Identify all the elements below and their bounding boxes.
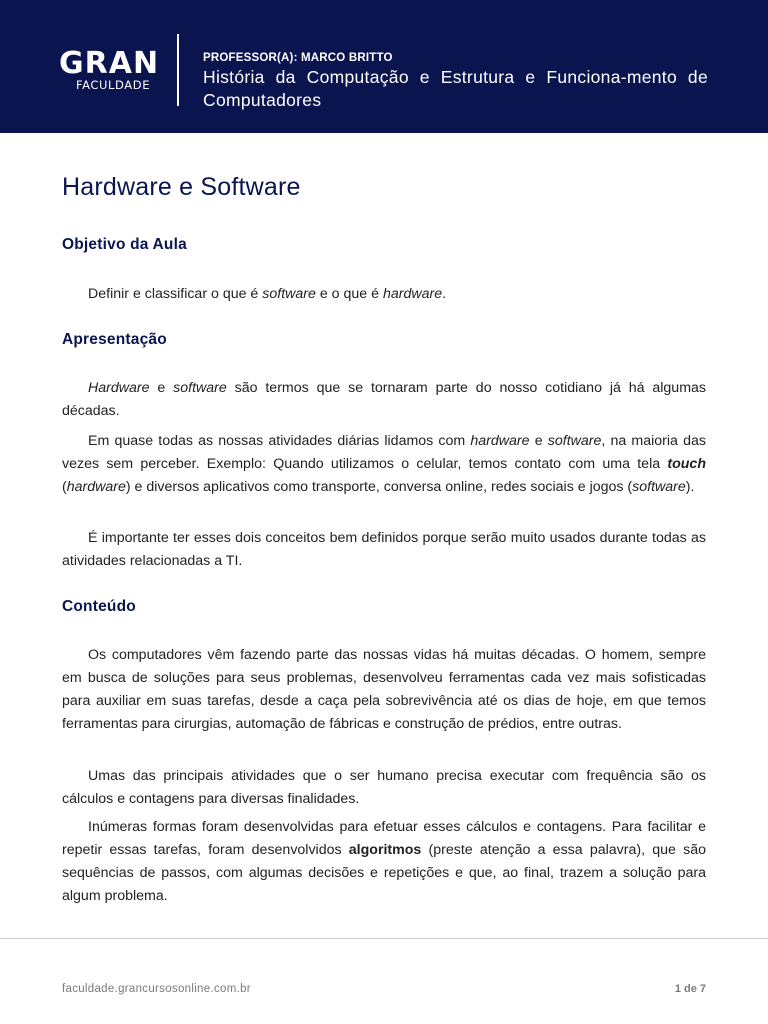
page-header (0, 0, 768, 133)
gran-faculdade-logo (59, 46, 160, 92)
header-divider (177, 34, 179, 106)
course-title: História da Computação e Estrutura e Funciona-mento de Computadores (203, 67, 708, 110)
section-heading-objetivo: Objetivo da Aula (62, 236, 187, 253)
paragraph-objetivo-1: Definir e classificar o que é software e o que é hardware. (88, 286, 447, 302)
paragraph-conteudo-1: Os computadores vêm fazendo parte das nossas vidas há muitas décadas. O homem, sempre em busca de soluções para seus problemas, desenvolveu ferramentas cada vez mais sofisticadas para auxiliar em suas tarefas, desde a caça pela sobrevivência até os dias de hoje, em que temos ferramentas para cirurgias, automação de fábricas e construção de prédios, entre outras. (62, 647, 706, 732)
page-number: 1 de 7 (674, 983, 706, 995)
logo-text-sub: FACULDADE (75, 78, 151, 92)
logo-text-main: GRAN (59, 46, 160, 81)
footer-url: faculdade.grancursosonline.com.br (62, 983, 251, 995)
paragraph-apresentacao-3: É importante ter esses dois conceitos bem definidos porque serão muito usados durante todas as atividades relacionadas a TI. (62, 530, 706, 569)
paragraph-conteudo-2: Umas das principais atividades que o ser humano precisa executar com frequência são os cálculos e contagens para diversas finalidades. (62, 768, 706, 807)
section-heading-conteudo: Conteúdo (62, 598, 136, 615)
paragraph-apresentacao-1: Hardware e software são termos que se tornaram parte do nosso cotidiano já há algumas décadas. (62, 380, 706, 419)
section-heading-apresentacao: Apresentação (62, 331, 167, 348)
page-title: Hardware e Software (62, 173, 301, 201)
paragraph-conteudo-3: Inúmeras formas foram desenvolvidas para efetuar esses cálculos e contagens. Para facilitar e repetir essas tarefas, foram desenvolvidos algoritmos (preste atenção a essa palavra), que são sequências de passos, com algumas decisões e repetições e que, ao final, trazem a solução para algum problema. (62, 819, 706, 904)
footer-divider (0, 938, 768, 939)
paragraph-apresentacao-2: Em quase todas as nossas atividades diárias lidamos com hardware e software, na maioria das vezes sem perceber. Exemplo: Quando utilizamos o celular, temos contato com uma tela touch (hardware) e diversos aplicativos como transporte, conversa online, redes sociais e jogos (software). (62, 433, 706, 495)
professor-name: PROFESSOR(A): MARCO BRITTO (203, 52, 393, 64)
